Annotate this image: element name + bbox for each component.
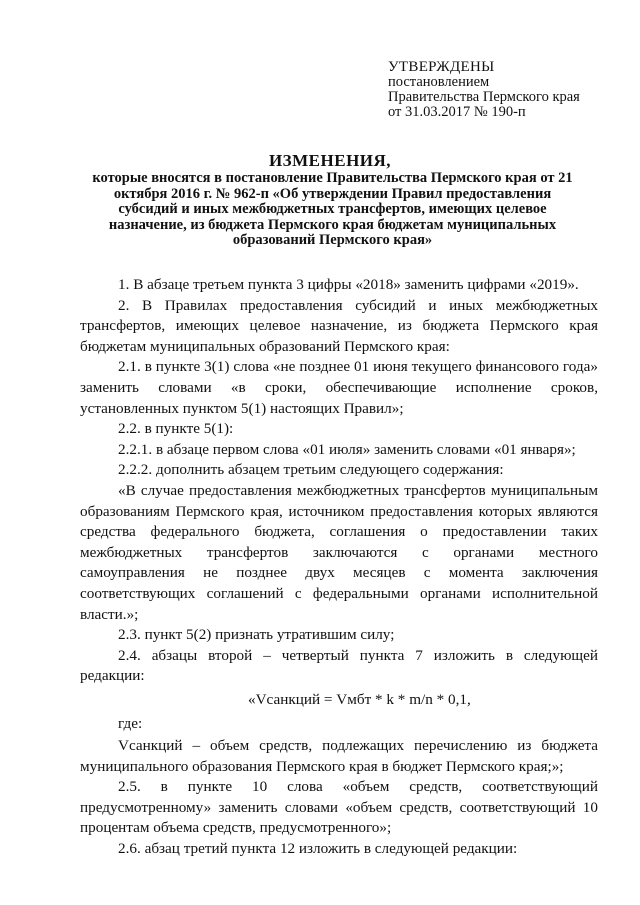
paragraph: 2.2. в пункте 5(1): xyxy=(118,420,234,438)
formula-where: где: xyxy=(118,715,143,733)
approval-stamp xyxy=(388,60,618,120)
approval-title: УТВЕРЖДЕНЫ xyxy=(388,59,495,75)
paragraph: 2.5. в пункте 10 слова «объем средств, соответствующий предусмотренному» заменить словами «объем средств, соответствующий 10 процентам объема средств, предусмотренного»; xyxy=(80,778,598,837)
document-body xyxy=(80,275,598,860)
approval-line: от 31.03.2017 № 190-п xyxy=(388,104,526,120)
document-subtitle: которые вносятся в постановление Правительства Пермского края от 21 октября 2016 г. № 962-п «Об утверждении Правил предоставления субсидий и иных межбюджетных трансфертов, имеющих целевое назначение, из бюджета Пермского края бюджетам муниципальных образований Пермского края» xyxy=(92,170,573,248)
paragraph: 2.1. в пункте 3(1) слова «не позднее 01 июня текущего финансового года» заменить словами «в сроки, обеспечивающие исполнение сроков, установленных пунктом 5(1) настоящих Правил»; xyxy=(80,358,598,417)
paragraph: 2.4. абзацы второй – четвертый пункта 7 изложить в следующей редакции: xyxy=(80,646,598,685)
paragraph: 2. В Правилах предоставления субсидий и иных межбюджетных трансфертов, имеющих целевое назначение, из бюджета Пермского края бюджетам муниципальных образований Пермского края: xyxy=(80,296,598,355)
paragraph: 2.3. пункт 5(2) признать утратившим силу; xyxy=(118,626,395,644)
paragraph: 2.2.1. в абзаце первом слова «01 июля» заменить словами «01 января»; xyxy=(118,440,576,458)
formula: «Vсанкций = Vмбт * k * m/n * 0,1, xyxy=(248,690,471,708)
paragraph: Vсанкций – объем средств, подлежащих перечислению из бюджета муниципального образования Пермского края в бюджет Пермского края;»; xyxy=(80,737,598,775)
approval-line: Правительства Пермского края xyxy=(388,89,580,105)
paragraph: 2.2.2. дополнить абзацем третьим следующего содержания: xyxy=(118,461,504,479)
approval-line: постановлением xyxy=(388,74,490,90)
paragraph: 1. В абзаце третьем пункта 3 цифры «2018» заменить цифрами «2019». xyxy=(118,276,579,293)
paragraph: 2.6. абзац третий пункта 12 изложить в следующей редакции: xyxy=(118,840,518,858)
quoted-paragraph: «В случае предоставления межбюджетных трансфертов муниципальным образованиям Пермского края, источником предоставления которых являются средства федерального бюджета, соглашения о предоставлении таких межбюджетных трансфертов заключаются с органами местного самоуправления не позднее двух месяцев с момента заключения соответствующих соглашений с федеральными органами исполнительной власти.»; xyxy=(80,481,598,623)
document-title: ИЗМЕНЕНИЯ, xyxy=(268,151,392,170)
